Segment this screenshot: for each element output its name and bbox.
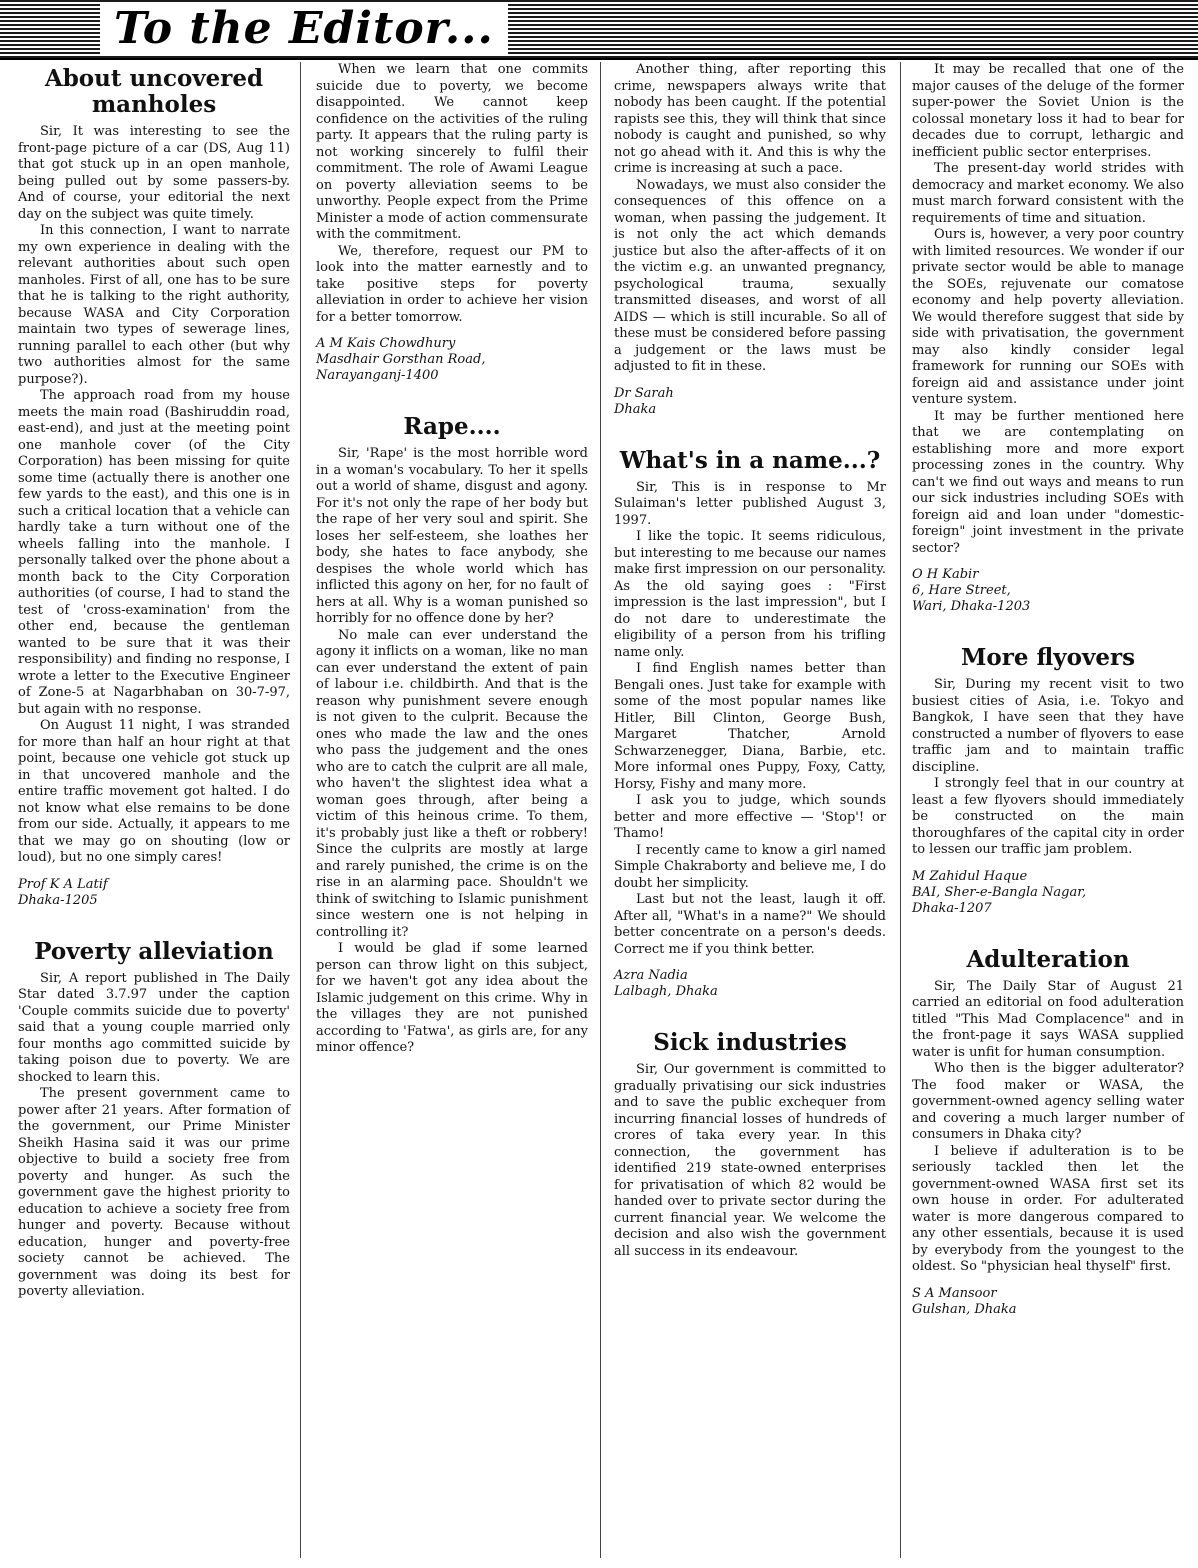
signature-name: Azra Nadia bbox=[614, 968, 688, 983]
letter-rape-part-2 bbox=[614, 62, 886, 418]
signature bbox=[614, 386, 886, 418]
section-banner bbox=[0, 0, 1198, 60]
paragraph: Sir, This is in response to Mr Sulaiman's letter published August 3, 1997. bbox=[614, 479, 886, 528]
signature-name: O H Kabir bbox=[912, 567, 979, 582]
letter-title: What's in a name...? bbox=[619, 446, 881, 474]
signature-name: A M Kais Chowdhury bbox=[316, 336, 456, 351]
letter-sick-industries-part-1 bbox=[614, 1030, 886, 1260]
signature bbox=[18, 877, 290, 909]
letter-title: Rape.... bbox=[403, 413, 501, 440]
paragraph: It may be further mentioned here that we are contemplating on establishing more and more export processing zones in the country. Why can't we find out ways and means to run our sick industries including SOEs with foreign aid and loan under "domestic-foreign" joint investment in the private sector? bbox=[912, 408, 1184, 556]
column-1 bbox=[18, 62, 290, 1301]
column-rule bbox=[900, 62, 901, 1558]
paragraph: I like the topic. It seems ridiculous, but interesting to me because our names make first impression on our personality. As the old saying goes : "First impression is the last impression", but I do not dare to underestimate the eligibility of a person from his trifling name only. bbox=[614, 529, 886, 660]
paragraph: The present government came to power after 21 years. After formation of the government, our Prime Minister Sheikh Hasina said it was our prime objective to build a society free from poverty and hunger. As such the government gave the highest priority to education to achieve a society free from hunger and poverty. Because without education, hunger and poverty-free society cannot be achieved. The government was doing its best for poverty alleviation. bbox=[18, 1086, 290, 1299]
signature bbox=[912, 567, 1184, 615]
signature-address: Wari, Dhaka-1203 bbox=[912, 599, 1031, 614]
signature bbox=[614, 968, 886, 1000]
column-3 bbox=[614, 62, 886, 1260]
paragraph: When we learn that one commits suicide due to poverty, we become disappointed. We cannot keep confidence on the activities of the ruling party. It appears that the ruling party is not working sincerely to fulfil their commitment. The role of Awami League on poverty alleviation seems to be unworthy. People expect from the Prime Minister a mode of action commensurate with the commitment. bbox=[316, 62, 588, 242]
signature-address: Dhaka-1205 bbox=[18, 892, 98, 908]
column-rule bbox=[600, 62, 601, 1558]
paragraph: I believe if adulteration is to be seriously tackled then let the government-owned WASA first set its own house in order. For adulterated water is more dangerous compared to any other essentials, because it is used by everybody from the youngest to the oldest. So "physician heal thyself" first. bbox=[912, 1143, 1184, 1274]
signature bbox=[912, 1286, 1184, 1318]
paragraph: Sir, Our government is committed to gradually privatising our sick industries and to save the public exchequer from incurring financial losses of hundreds of crores of taka every year. In this connection, the government has identified 219 state-owned enterprises for privatisation of which 82 would be handed over to private sector during the current financial year. We welcome the decision and also wish the government all success in its endeavour. bbox=[614, 1062, 886, 1259]
paragraph: We, therefore, request our PM to look into the matter earnestly and to take positive steps for poverty alleviation in order to achieve her vision for a better tomorrow. bbox=[316, 243, 588, 325]
signature bbox=[912, 869, 1184, 917]
column-4 bbox=[912, 62, 1184, 1318]
signature-address: Narayanganj-1400 bbox=[316, 368, 439, 383]
paragraph: On August 11 night, I was stranded for more than half an hour right at that point, because one vehicle got stuck up in that uncovered manhole and the entire traffic movement got halted. I do not know what else remains to be done from our side. Actually, it appears to me that we may go on shouting (low or loud), but no one simply cares! bbox=[18, 718, 290, 865]
paragraph: I find English names better than Bengali ones. Just take for example with some of the most popular names like Hitler, Bill Clinton, George Bush, Margaret Thatcher, Arnold Schwarzenegger, Diana, Barbie, etc. More informal ones Puppy, Foxy, Catty, Horsy, Fishy and many more. bbox=[614, 661, 886, 792]
signature-address: 6, Hare Street, bbox=[912, 583, 1011, 598]
letter-title: About uncovered manholes bbox=[44, 65, 264, 118]
column-rule bbox=[300, 62, 301, 1558]
paragraph: Sir, A report published in The Daily Star dated 3.7.97 under the caption 'Couple commits suicide due to poverty' said that a young couple married only four months ago committed suicide by taking poison due to poverty. We are shocked to learn this. bbox=[18, 970, 290, 1085]
paragraph: I recently came to know a girl named Simple Chakraborty and believe me, I do doubt her simplicity. bbox=[614, 842, 886, 891]
letter-rape-part-1 bbox=[316, 414, 588, 1057]
signature-name: S A Mansoor bbox=[912, 1285, 997, 1301]
letter-title: Poverty alleviation bbox=[34, 937, 274, 965]
paragraph: Sir, The Daily Star of August 21 carried an editorial on food adulteration titled "This Mad Complacence" and in the front-page it says WASA supplied water is unfit for human consumption. bbox=[912, 978, 1184, 1060]
paragraph: Sir, It was interesting to see the front-page picture of a car (DS, Aug 11) that got stuck up in an open manhole, being pulled out by some passers-by. And of course, your editorial the next day on the subject was quite timely. bbox=[18, 124, 290, 222]
paragraph: I ask you to judge, which sounds better and more effective — 'Stop'! or Thamo! bbox=[614, 793, 886, 841]
signature-name: Dr Sarah bbox=[614, 385, 674, 401]
paragraph: Nowadays, we must also consider the consequences of this offence on a woman, when passing the judgement. It is not only the act which demands justice but also the after-affects of it on the victim e.g. an unwanted pregnancy, psychological trauma, sexually transmitted diseases, and worst of all AIDS — which is still incurable. So all of these must be considered before passing a judgement or the laws must be adjusted to fit in these. bbox=[614, 177, 886, 374]
signature-address: Dhaka-1207 bbox=[912, 900, 992, 916]
signature-address: Gulshan, Dhaka bbox=[912, 1301, 1017, 1317]
letter-title: Sick industries bbox=[653, 1029, 847, 1056]
letter-title: More flyovers bbox=[960, 644, 1136, 671]
paragraph: No male can ever understand the agony it inflicts on a woman, like no man can ever understand the extent of pain of labour i.e. childbirth. And that is the reason why punishment severe enough is not given to the culprit. Because the ones who made the law and the ones who pass the judgement and the ones who are to catch the culprit are all male, who haven't the slightest idea what a woman goes through, after being a victim of this heinous crime. To them, it's probably just like a theft or robbery! Since the culprits are mostly at large and rarely punished, the crime is on the rise in an alarming pace. Shouldn't we think of switching to Islamic punishment since western one is not helping in controlling it? bbox=[316, 627, 588, 940]
paragraph: It may be recalled that one of the major causes of the deluge of the former super-power the Soviet Union is the colossal monetary loss it had to bear for decades due to corrupt, lethargic and inefficient public sector enterprises. bbox=[912, 62, 1184, 160]
signature-address: Dhaka bbox=[614, 401, 657, 417]
letter-sick-industries-part-2 bbox=[912, 62, 1184, 615]
signature-address: Lalbagh, Dhaka bbox=[614, 984, 718, 999]
signature-name: M Zahidul Haque bbox=[912, 868, 1028, 884]
paragraph: Who then is the bigger adulterator? The food maker or WASA, the government-owned agency selling water and covering a much larger number of consumers in Dhaka city? bbox=[912, 1061, 1184, 1142]
signature-address: Masdhair Gorsthan Road, bbox=[316, 352, 486, 367]
letter-more-flyovers bbox=[912, 645, 1184, 917]
column-2 bbox=[316, 62, 588, 1057]
paragraph: I strongly feel that in our country at least a few flyovers should immediately be constructed on the main thoroughfares of the capital city in order to lessen our traffic jam problem. bbox=[912, 776, 1184, 857]
paragraph: Last but not the least, laugh it off. After all, "What's in a name?" We should better concentrate on a person's deeds. Correct me if you think better. bbox=[614, 892, 886, 957]
paragraph: Sir, 'Rape' is the most horrible word in a woman's vocabulary. To her it spells out a world of shame, disgust and agony. For it's not only the rape of her body but the rape of her very soul and spirit. She loses her self-esteem, she loathes her body, she hates to face anybody, she despises the whole world which has inflicted this agony on her, for no fault of hers at all. Why is a woman punished so horribly for no offence done by her? bbox=[316, 446, 588, 626]
paragraph: Another thing, after reporting this crime, newspapers always write that nobody has been caught. If the potential rapists see this, they will think that since nobody is caught and punished, so why not go ahead with it. And this is why the crime is increasing at such a pace. bbox=[614, 62, 886, 176]
letter-uncovered-manholes bbox=[18, 66, 290, 909]
paragraph: The approach road from my house meets the main road (Bashiruddin road, east-end), and just at the meeting point one manhole cover (of the City Corporation) has been missing for quite some time (actually there is another one few yards to the east), and this one is in such a critical location that a vehicle can hardly take a turn without one of the wheels falling into the manhole. I personally talked over the phone about a month back to the City Corporation authorities (of course, I had to stand the test of 'cross-examination' from the other end, because the gentleman wanted to be sure that it was their responsibility) and finding no response, I wrote a letter to the Executive Engineer of Zone-5 at Nagarbhaban on 30-7-97, but again with no response. bbox=[18, 388, 290, 717]
signature-address: BAI, Sher-e-Bangla Nagar, bbox=[912, 884, 1087, 900]
letter-poverty-alleviation-part-2 bbox=[316, 62, 588, 384]
section-title: To the Editor... bbox=[100, 2, 508, 56]
letter-whats-in-a-name bbox=[614, 448, 886, 1001]
paragraph: Ours is, however, a very poor country with limited resources. We wonder if our private sector would be able to manage the SOEs, rejuvenate our comatose economy and help poverty alleviation. We would therefore suggest that side by side with privatisation, the government may also kindly consider legal framework for running our SOEs with foreign aid and assistance under joint venture system. bbox=[912, 227, 1184, 407]
paragraph: In this connection, I want to narrate my own experience in dealing with the relevant authorities about such open manholes. First of all, one has to be sure that he is talking to the right authority, because WASA and City Corporation maintain two types of sewerage lines, running parallel to each other (but why two authorities almost for the same purpose?). bbox=[18, 223, 290, 387]
signature-name: Prof K A Latif bbox=[18, 876, 108, 892]
letter-title: Adulteration bbox=[966, 945, 1130, 973]
signature bbox=[316, 336, 588, 384]
letter-adulteration bbox=[912, 947, 1184, 1318]
paragraph: I would be glad if some learned person can throw light on this subject, for we haven't got any idea about the Islamic judgement on this crime. Why in the villages they are not punished according to 'Fatwa', as girls are, for any minor offence? bbox=[316, 941, 588, 1055]
letter-poverty-alleviation-part-1 bbox=[18, 939, 290, 1301]
paragraph: The present-day world strides with democracy and market economy. We also must march forward consistent with the requirements of time and situation. bbox=[912, 161, 1184, 226]
paragraph: Sir, During my recent visit to two busiest cities of Asia, i.e. Tokyo and Bangkok, I have seen that they have constructed a number of flyovers to ease traffic jam and to maintain traffic discipline. bbox=[912, 677, 1184, 775]
